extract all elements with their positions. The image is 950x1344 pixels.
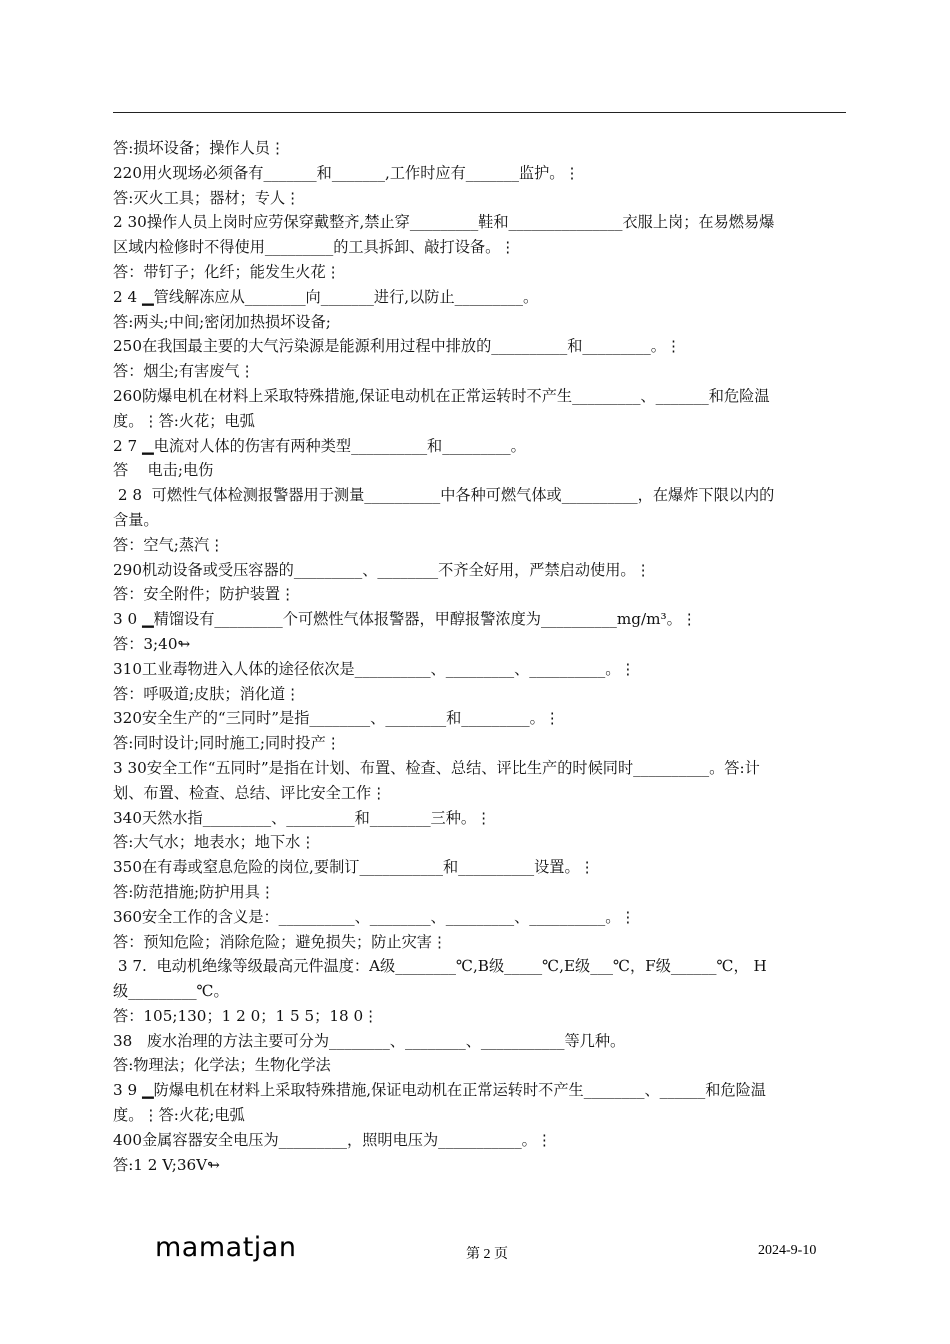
document-body	[113, 136, 848, 1177]
text-line: 3 0 ▁精馏设有_________个可燃性气体报警器，甲醇报警浓度为__________mg/m³。⋮	[113, 610, 697, 629]
text-line: 答:损坏设备；操作人员⋮	[113, 139, 286, 157]
text-line: 答：烟尘;有害废气⋮	[113, 362, 255, 381]
text-line: 答：呼吸道;皮肤；消化道⋮	[113, 684, 301, 703]
text-line: 答:灭火工具；器材；专人⋮	[113, 188, 301, 207]
text-line: 答:1 2 V;36V↬	[113, 1155, 220, 1174]
text-line: 度。⋮答:火花；电弧	[113, 411, 255, 430]
text-line: 答:防范措施;防护用具⋮	[113, 882, 276, 901]
text-line: 答:物理法；化学法；生物化学法	[113, 1056, 331, 1075]
text-line: 答 电击;电伤	[113, 461, 214, 480]
footer-page-number: 第 2 页	[466, 1247, 508, 1262]
text-line: 划、布置、检查、总结、评比安全工作⋮	[113, 783, 387, 802]
text-line: 答：带钉子；化纤；能发生火花⋮	[113, 262, 341, 281]
text-line: 答：安全附件；防护装置⋮	[113, 585, 296, 604]
text-line: 3 30安全工作“五同时”是指在计划、布置、检查、总结、评比生产的时候同时__________。答:计	[113, 758, 760, 777]
text-line: 度。⋮答:火花;电弧	[113, 1106, 245, 1125]
text-line: 答：空气;蒸汽⋮	[113, 535, 225, 554]
text-line: 级_________℃。	[113, 982, 229, 1001]
text-line: 区域内检修时不得使用_________的工具拆卸、敲打设备。⋮	[113, 238, 516, 257]
text-line: 38 废水治理的方法主要可分为________、________、___________等几种。	[113, 1031, 626, 1050]
text-line: 答：105;130；1 2 0；1 5 5；18 0⋮	[113, 1006, 379, 1025]
text-line: 400金属容器安全电压为_________，照明电压为___________。⋮	[113, 1130, 553, 1149]
text-line: 答:同时设计;同时施工;同时投产⋮	[113, 734, 341, 753]
text-line: 答：预知危险；消除危险；避免损失；防止灾害⋮	[113, 932, 448, 951]
text-line: 320安全生产的“三同时”是指________、________和_________。⋮	[113, 709, 560, 728]
text-line: 3 9 ▁防爆电机在材料上采取特殊措施,保证电动机在正常运转时不产生________、______和危险温	[113, 1081, 766, 1100]
text-line: 3 7. 电动机绝缘等级最高元件温度：A级________℃,B级_____℃,E级___℃，F级______℃， H	[113, 957, 767, 976]
text-line: 260防爆电机在材料上采取特殊措施,保证电动机在正常运转时不产生_________、_______和危险温	[113, 386, 770, 405]
text-line: 360安全工作的含义是：__________、________、_________、__________。⋮	[113, 907, 636, 926]
text-line: 250在我国最主要的大气污染源是能源利用过程中排放的__________和_________。⋮	[113, 337, 682, 356]
text-line: 290机动设备或受压容器的_________、________不齐全好用，严禁启动使用。⋮	[113, 560, 651, 579]
footer-date: 2024-9-10	[758, 1243, 817, 1258]
text-line: 2 8 可燃性气体检测报警器用于测量__________中各种可燃气体或__________，在爆炸下限以内的	[113, 486, 775, 505]
text-line: 310工业毒物进入人体的途径依次是__________、_________、__________。⋮	[113, 659, 636, 678]
text-line: 220用火现场必须备有_______和_______,工作时应有_______监护。⋮	[113, 163, 580, 182]
text-line: 2 7 ▁电流对人体的伤害有两种类型__________和_________。	[113, 436, 526, 455]
header-rule	[113, 112, 846, 113]
text-line: 340天然水指_________、_________和________三种。⋮	[113, 808, 492, 827]
text-line: 2 30操作人员上岗时应劳保穿戴整齐,禁止穿_________鞋和_______________衣服上岗；在易燃易爆	[113, 213, 775, 232]
text-line: 2 4 ▁管线解冻应从________向_______进行,以防止_________。	[113, 287, 539, 306]
text-line: 含量。	[113, 510, 159, 529]
text-line: 350在有毒或窒息危险的岗位,要制订___________和__________设置。⋮	[113, 858, 595, 877]
footer-signature: mamatjan	[155, 1232, 297, 1263]
text-line: 答:大气水；地表水；地下水⋮	[113, 833, 316, 852]
text-line: 答：3;40↬	[113, 634, 191, 653]
text-line: 答:两头;中间;密闭加热损坏设备;	[113, 312, 331, 331]
